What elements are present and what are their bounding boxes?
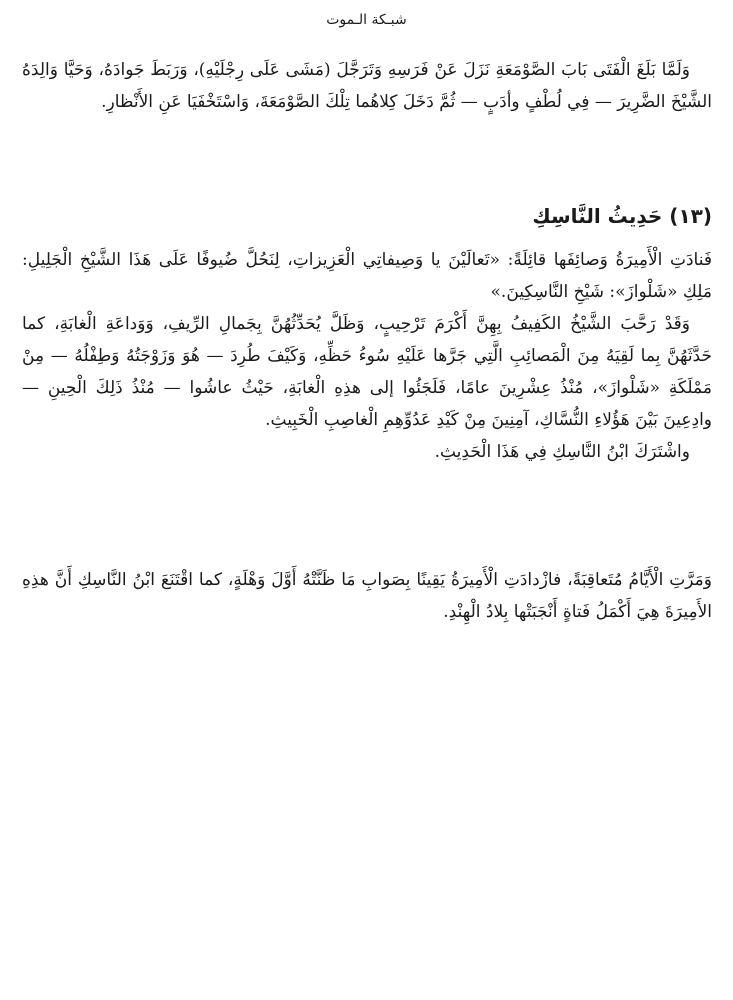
paragraph-3: واشْتَرَكَ ابْنُ النَّاسِكِ فِي هَذَا الْحَدِيثِ. bbox=[434, 442, 690, 462]
intro-paragraph: وَلَمَّا بَلَغَ الْفَتَى بَابَ الصَّوْمَعَةِ نَزَلَ عَنْ فَرَسِهِ وَتَرَجَّلَ (مَشَى عَلَى رِجْلَيْهِ)، وَرَبَطَ جَوادَهُ، وَحَيَّا وَالِدَهُ الشَّيْخَ الضَّرِيرَ — فِي لُطْفٍ وأدَبٍ — ثُمَّ دَخَلَ كِلاهُما تِلْكَ الصَّوْمَعَةَ، وَاسْتَخْفَيَا عَنِ الأَنْظارِ. bbox=[22, 60, 712, 112]
section-body bbox=[22, 244, 712, 468]
closing-paragraph: وَمَرَّتِ الْأَيَّامُ مُتَعاقِبَةً، فازْدادَتِ الْأَمِيرَةُ يَقِينًا بِصَوابِ مَا ظَنَّتْهُ أَوَّلَ وَهْلَةٍ، كما اقْتَنَعَ ابْنُ النَّاسِكِ أَنَّ هذِهِ الأَمِيرَةَ هِيَ أَكْمَلُ فَتاةٍ أَنْجَبَتْها بِلادُ الْهِنْدِ. bbox=[22, 570, 712, 622]
closing-block bbox=[22, 564, 712, 628]
paragraph-1: فَنادَتِ الْأَمِيرَةُ وَصائِفَها قائِلَةً: «تَعالَيْنَ يا وَصِيفاتِي الْعَزِيزاتِ، لِنَحُلَّ ضُيوفًا عَلَى هَذَا الشَّيْخِ الْجَلِيلِ: مَلِكِ «شَلْوازَ»: شَيْخِ النَّاسِكِينَ.» bbox=[22, 250, 712, 302]
paragraph-2: وَقَدْ رَحَّبَ الشَّيْخُ الكَفِيفُ بِهِنَّ أَكْرَمَ تَرْحِيبٍ، وَظَلَّ يُحَدِّثُهُنَّ بِجَمالِ الرِّيفِ، وَوَداعَةِ الْغابَةِ، كما حَدَّثَهُنَّ بِما لَقِيَهُ مِنَ الْمَصائِبِ الَّتِي جَرَّها عَلَيْهِ سُوءُ حَظِّهِ، وَكَيْفَ طُرِدَ — هُوَ وَزَوْجَتُهُ وَطِفْلُهُ — مِنْ مَمْلَكَةِ «شَلْوازَ»، مُنْذُ عِشْرِينَ عامًا، فَلَجَئُوا إلى هذِهِ الْغابَةِ، حَيْثُ عاشُوا — مُنْذُ ذَلِكَ الْحِينِ — وادِعِينَ بَيْنَ هَؤُلاءِ النُّسَّاكِ، آمِنِينَ مِنْ كَيْدِ عَدُوِّهِمِ الْغاصِبِ الْخَبِيثِ. bbox=[22, 314, 712, 430]
intro-block bbox=[22, 54, 712, 118]
section-heading: (١٣) حَدِيثُ النَّاسِكِ bbox=[532, 204, 712, 228]
running-header: شبـكة الـموت bbox=[326, 12, 407, 28]
